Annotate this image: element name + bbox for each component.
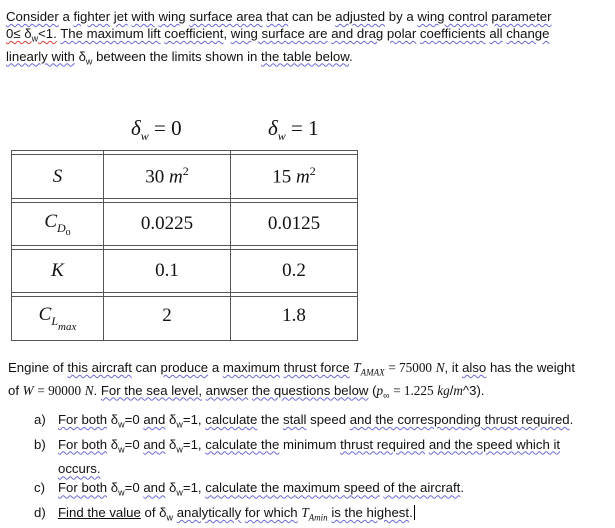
row-label-s: S	[12, 155, 104, 199]
problem-intro	[6, 8, 606, 70]
list-item	[34, 503, 573, 528]
intro-line-2: $0\le \delta_w<1$. The maximum lift coefficient, wing surface are and drag polar coefficients all change	[6, 26, 550, 44]
header-delta-zero: $\delta_w = 0$	[131, 116, 182, 143]
list-item	[34, 435, 573, 460]
cell-k-1: 0.2	[231, 250, 358, 293]
question-b-text: For both $\delta_w=0$ and $\delta_w=1$, calculate the minimum thrust required and the speed which it	[58, 436, 561, 455]
cell-s-1: 15 $m^2$	[231, 155, 358, 199]
question-b-label: b)	[34, 436, 46, 452]
paragraph-line-2: of W = 90000 N. For the sea level, anwser the questions below ($p_\infty = 1.225$ kg/m^3).	[8, 382, 485, 401]
question-a-label: a)	[34, 412, 46, 427]
cell-k-0: 0.1	[104, 250, 231, 293]
question-a-text: For both $\delta_w=0$ and $\delta_w=1$, calculate the stall speed and the corresponding thrust required.	[58, 412, 574, 430]
row-label-clmax: $C_{Lmax}$	[12, 297, 104, 341]
row-label-k: K	[12, 250, 104, 293]
list-item-continued	[34, 459, 573, 478]
list-item	[34, 478, 573, 503]
row-label-cdo: $C_{Do}$	[12, 203, 104, 246]
table-row	[12, 297, 358, 341]
paragraph-line-1: Engine of this aircraft can produce a maximum thrust force $T_{AMAX} = 75000$ N, it also has the weight	[8, 360, 575, 378]
table-row	[12, 203, 358, 246]
question-d-label: d)	[34, 504, 46, 520]
cell-clmax-0: 2	[104, 297, 231, 341]
engine-paragraph	[8, 359, 608, 404]
question-d-text: Find the value of $\delta_w$ analytically for which $T_{Amin}$ is the highest.	[58, 504, 413, 523]
cell-cdo-0: 0.0225	[104, 203, 231, 246]
coefficient-table	[11, 150, 358, 341]
intro-line-1: Consider a fighter jet with wing surface area that can be adjusted by a wing control parameter	[6, 9, 552, 24]
intro-line-3: linearly with $\delta_w$ between the limits shown in the table below.	[6, 48, 353, 67]
header-delta-one: $\delta_w = 1$	[268, 116, 319, 143]
list-item	[34, 410, 573, 435]
table-row	[12, 250, 358, 293]
table-row	[12, 155, 358, 199]
question-c-label: c)	[34, 480, 45, 496]
cell-clmax-1: 1.8	[231, 297, 358, 341]
cell-cdo-1: 0.0125	[231, 203, 358, 246]
question-c-text: For both $\delta_w=0$ and $\delta_w=1$, calculate the maximum speed of the aircraft.	[58, 480, 465, 498]
question-list	[34, 410, 573, 528]
question-b-continued: occurs.	[58, 461, 101, 477]
cell-s-0: 30 $m^2$	[104, 155, 231, 199]
